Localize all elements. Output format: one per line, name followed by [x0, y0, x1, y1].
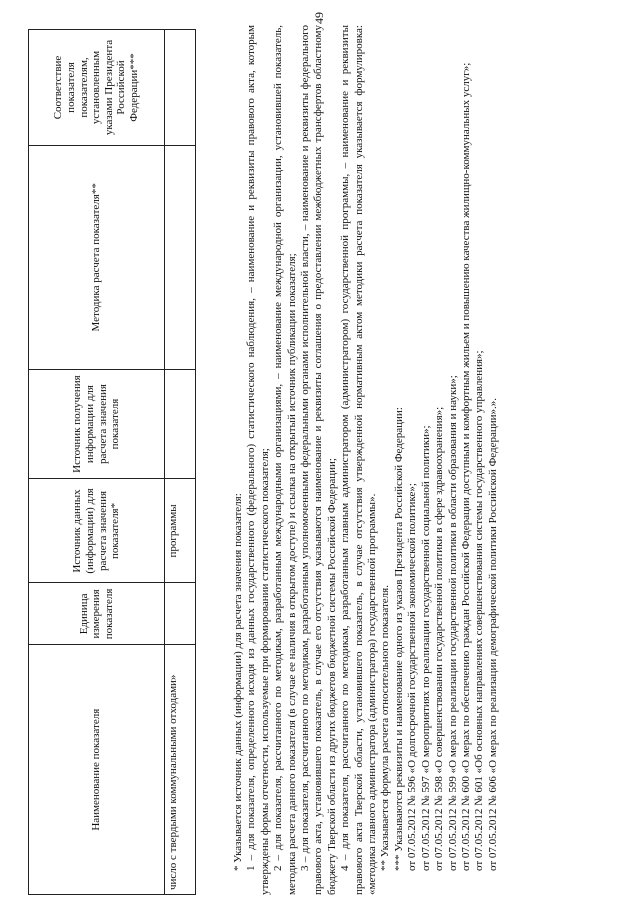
footnotes: [232, 25, 500, 895]
table-cell: [165, 369, 196, 479]
page-number: 49: [312, 12, 326, 24]
decree-item: от 07.05.2012 № 600 «О мерах по обеспечению граждан Российской Федерации доступным и комфортным жильем и повышению качества жилищно-коммунальных услуг»;: [459, 62, 472, 871]
footnote: 3 – для показателя, рассчитанного по методикам, разработанным уполномоченными федеральными органами исполнительной власти, – наименование и реквизиты федерального правового акта, установившего показатель, в случае его отсутствия указываются наименование и реквизиты соглашения о предоставлении межбюджетных трансфертов областному бюджету Тверской области из других бюджетов бюджетной системы Российской Федерации;: [299, 25, 338, 895]
table-cell: [165, 145, 196, 369]
header-cell: Наименование показателя: [29, 645, 165, 895]
table-cell: число с твердыми коммунальными отходами»: [165, 645, 196, 895]
header-cell: Единица измерения показателя: [29, 583, 165, 645]
header-cell: Источник получения информации для расчета значения показателя: [29, 369, 165, 479]
decree-item: от 07.05.2012 № 599 «О мерах по реализации государственной политики в области образования и науки»;: [446, 375, 459, 871]
decree-item: от 07.05.2012 № 598 «О совершенствовании государственной политики в сфере здравоохранения»;: [433, 406, 446, 871]
table-cell: [165, 583, 196, 645]
indicators-table: [28, 29, 196, 895]
footnote: 4 – для показателя, рассчитанного по методикам, разработанным главным администратором (администратором) государственной программы, – наименование и реквизиты правового акта Тверской области, установившего показатель, в случае отсутствия утвержденной нормативным актом методики расчета показателя указывается формулировка: «методика главного администратора (администратора) государственной программы».: [339, 25, 379, 895]
table-row: [165, 30, 196, 895]
footnote: ** Указывается формула расчета относительного показателя.: [379, 585, 392, 871]
decree-item: от 07.05.2012 № 597 «О мероприятиях по реализации государственной социальной политики»;: [419, 425, 432, 871]
footnote: 1 – для показателя, определенного исходя из данных государственного (федерального) статистического наблюдения, – наименование и реквизиты правового акта, которым утверждены формы отчетности, используемые при формировании статистического показателя;: [245, 25, 271, 895]
decree-item: от 07.05.2012 № 596 «О долгосрочной государственной экономической политике»;: [406, 483, 419, 871]
header-cell: Соответствие показателя показателям, установленным указами Президента Российской Федерации***: [29, 30, 165, 146]
footnote: 2 – для показателя, рассчитанного по методикам, разработанным международными организациями, – наименование международной организации, установившей показатель, методика расчета данного показателя (в случае ее наличия в открытом доступе) и ссылка на открытый источник публикации показателя;: [272, 25, 298, 895]
decree-item: от 07.05.2012 № 606 «О мерах по реализации демографической политики Российской Федерации».».: [486, 397, 499, 871]
footnote: * Указывается источник данных (информации) для расчета значения показателя:: [232, 493, 244, 871]
header-cell: Методика расчета показателя**: [29, 145, 165, 369]
table-cell: [165, 30, 196, 146]
decree-item: от 07.05.2012 № 601 «Об основных направлениях совершенствования системы государственного управления»;: [473, 350, 486, 871]
table-cell: программы: [165, 479, 196, 583]
header-cell: Источник данных (информации) для расчета значения показателя*: [29, 479, 165, 583]
table-header-row: [29, 30, 165, 895]
footnote: *** Указываются реквизиты и наименование одного из указов Президента Российской Федерации:: [392, 407, 405, 871]
